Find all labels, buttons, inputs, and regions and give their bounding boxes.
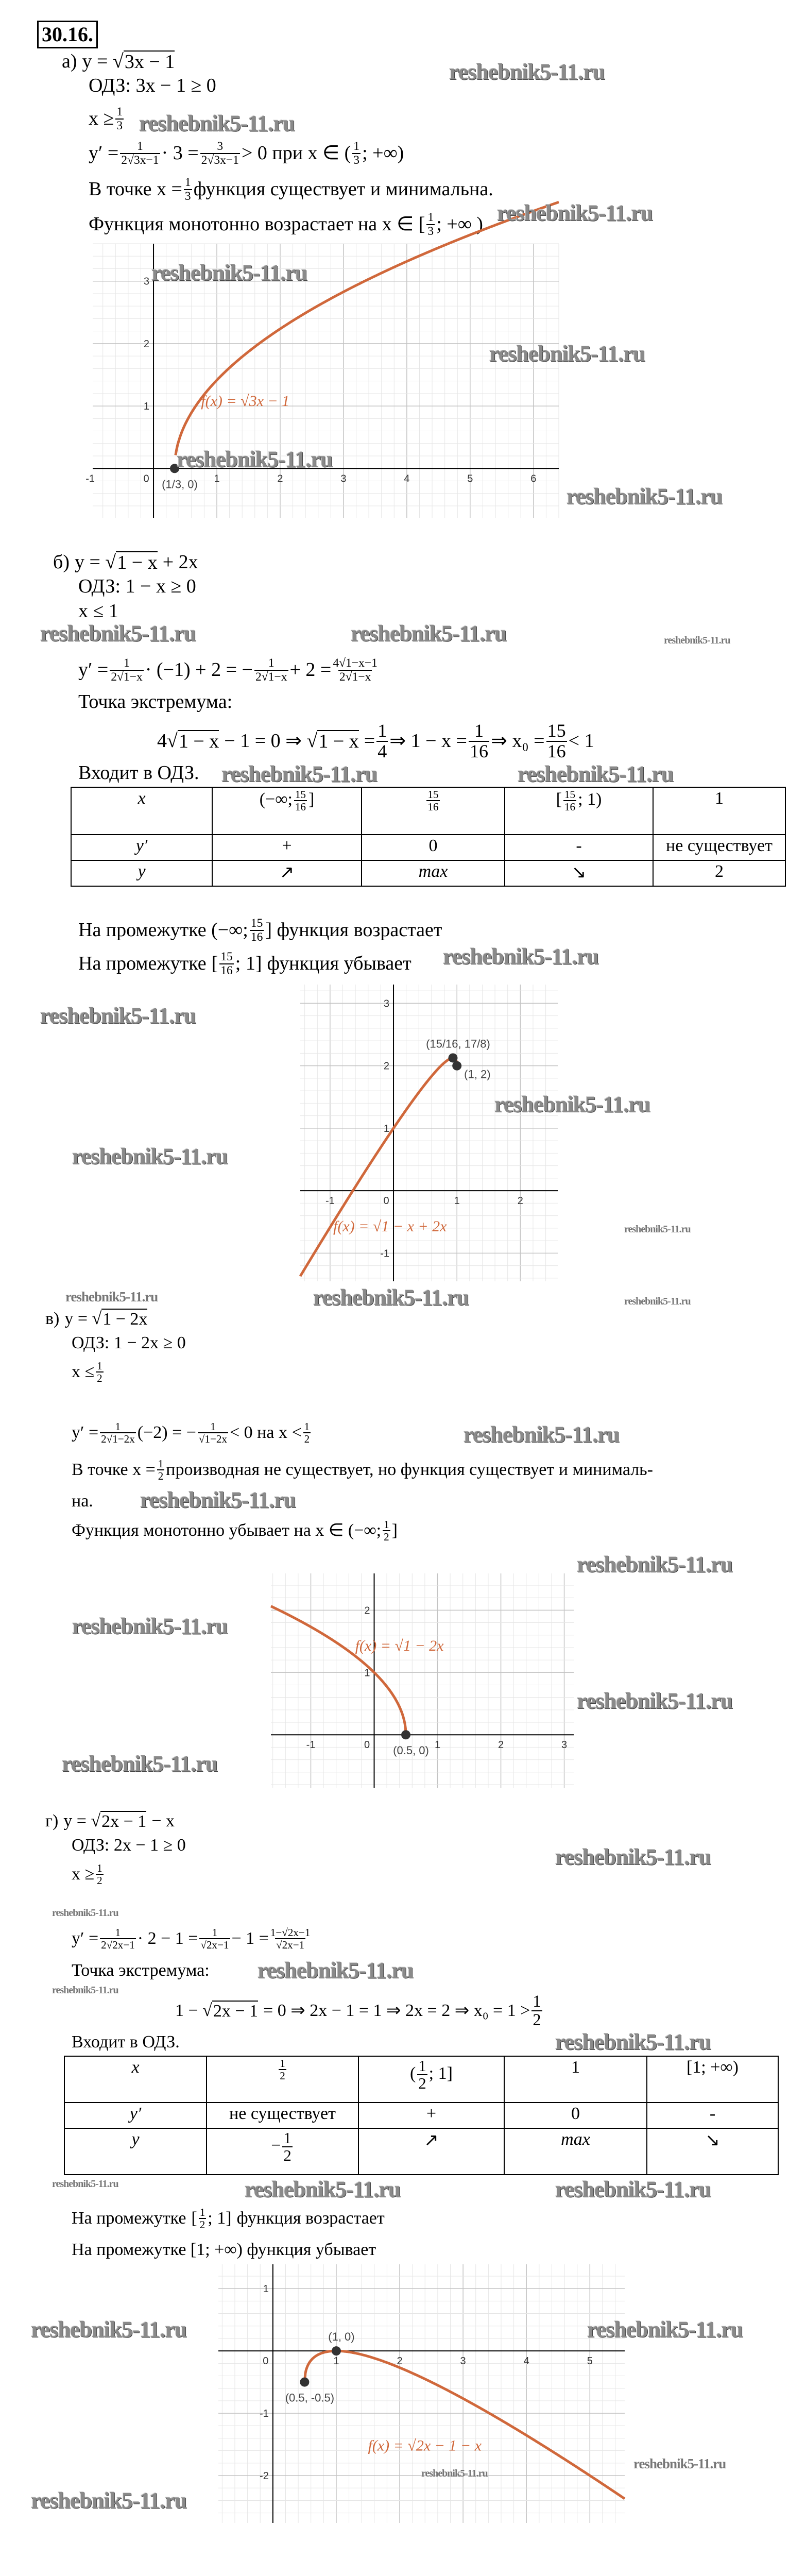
watermark: reshebnik5-11.ru <box>518 761 674 787</box>
curve-label: f(x) = √2x − 1 − x <box>368 2437 482 2454</box>
x-tick-label: 1 <box>434 1739 441 1751</box>
part-a-derivative <box>89 140 404 166</box>
text: ; 1 <box>208 2209 226 2228</box>
part-a-function <box>62 50 175 73</box>
watermark: reshebnik5-11.ru <box>555 2029 711 2055</box>
text: функция убывает <box>267 952 411 974</box>
radicand: 1 − x <box>318 730 359 752</box>
x-tick-label: 0 <box>383 1195 389 1207</box>
table-row <box>64 2056 778 2103</box>
text: y′ = <box>72 1423 99 1443</box>
part-b-extremum-equation <box>157 721 594 761</box>
data-point <box>452 1061 461 1071</box>
table-cell: y′ <box>64 2103 207 2128</box>
part-d-extremum-equation <box>175 1993 544 2029</box>
y-tick-label: 1 <box>364 1667 370 1679</box>
text: y′ = <box>78 658 109 681</box>
table-cell: + <box>212 835 362 860</box>
graph-d <box>218 2264 625 2523</box>
fraction: $\frac{1}{2}$ <box>97 1360 102 1385</box>
part-a-odz: ОДЗ: 3x − 1 ≥ 0 <box>89 75 216 96</box>
watermark: reshebnik5-11.ru <box>52 2178 118 2190</box>
table-cell: $\frac{1}{2}$ <box>207 2056 358 2103</box>
x-tick-label: 1 <box>333 2355 339 2367</box>
y-tick-label: 1 <box>143 401 150 413</box>
fraction: $\frac{1}{3}$ <box>116 105 123 132</box>
watermark: reshebnik5-11.ru <box>31 2488 187 2513</box>
text: На промежутке <box>78 952 207 974</box>
watermark: reshebnik5-11.ru <box>449 59 605 84</box>
x-tick-label: 5 <box>587 2355 593 2367</box>
table-cell: − $\frac{1}{2}$ <box>207 2128 358 2175</box>
y-tick-label: 2 <box>143 338 150 350</box>
table-cell: max <box>362 860 505 886</box>
part-d-extremum-heading: Точка экстремума: <box>72 1961 210 1980</box>
radicand: 1 − x <box>178 730 219 752</box>
part-b-sign-table <box>71 787 786 887</box>
fraction: $\frac{1}{2}$ <box>199 2206 205 2231</box>
watermark: reshebnik5-11.ru <box>245 2177 401 2202</box>
part-d-odz: ОДЗ: 2x − 1 ≥ 0 <box>72 1836 186 1855</box>
text: = 0 ⇒ 2x − 1 = 1 ⇒ 2x = 2 ⇒ x₀ = 1 > <box>263 2001 530 2021</box>
table-cell: не существует <box>653 835 785 860</box>
x-tick-label: 2 <box>498 1739 504 1751</box>
text: x ≤ <box>72 1362 95 1382</box>
x-tick-label: 2 <box>517 1195 523 1207</box>
x-tick-label: 1 <box>454 1195 460 1207</box>
watermark: reshebnik5-11.ru <box>624 1296 691 1307</box>
text: функция возрастает <box>236 2209 385 2228</box>
fraction: $\frac{1}{√1-2x}$ <box>198 1420 227 1446</box>
curve-label: f(x) = √1 − x + 2x <box>333 1217 447 1235</box>
text: > 0 при x ∈ ( <box>241 142 351 164</box>
part-label: б) <box>53 551 70 573</box>
fraction: $\frac{1}{√2x-1}$ <box>200 1926 229 1952</box>
radicand: 2x − 1 <box>213 2002 259 2021</box>
formula: y = √ <box>63 1811 101 1831</box>
function-curve <box>271 1606 406 1735</box>
watermark: reshebnik5-11.ru <box>313 1285 469 1310</box>
text: ; +∞) <box>362 142 404 164</box>
watermark: reshebnik5-11.ru <box>494 1092 650 1117</box>
watermark: reshebnik5-11.ru <box>443 944 599 969</box>
watermark: reshebnik5-11.ru <box>351 621 507 646</box>
x-tick-label: 2 <box>397 2355 403 2367</box>
table-cell: y <box>64 2128 207 2175</box>
fraction: $\frac{1}{16}$ <box>469 720 489 761</box>
part-c-min-point-cont: на. <box>72 1492 93 1511</box>
fraction: $\frac{1}{3}$ <box>184 176 191 203</box>
watermark: reshebnik5-11.ru <box>139 111 295 136</box>
text: функция существует и минимальна. <box>193 178 493 200</box>
part-c-derivative <box>72 1421 312 1445</box>
part-label: в) <box>45 1309 60 1328</box>
text: На промежутке (−∞; <box>78 919 248 941</box>
watermark: reshebnik5-11.ru <box>555 1844 711 1870</box>
fraction: $\frac{15}{16}$ <box>250 917 263 944</box>
x-tick-label: 4 <box>404 473 410 485</box>
fraction: $\frac{4√1-x-1}{2√1-x}$ <box>333 656 378 684</box>
text: y′ = <box>72 1929 99 1948</box>
table-cell: ↗ <box>358 2128 504 2175</box>
watermark: reshebnik5-11.ru <box>52 1907 118 1919</box>
y-tick-label: 3 <box>383 998 390 1010</box>
text: x ≥ <box>89 107 114 129</box>
watermark: reshebnik5-11.ru <box>72 1614 228 1639</box>
fraction: $\frac{1}{2√3x-1}$ <box>121 140 159 167</box>
formula: + 2x <box>162 551 198 573</box>
y-tick-label: -1 <box>380 1248 390 1260</box>
y-tick-label: -2 <box>260 2470 269 2482</box>
watermark: reshebnik5-11.ru <box>633 2456 726 2471</box>
watermark: reshebnik5-11.ru <box>52 1985 118 1996</box>
text: · 3 = <box>161 142 199 164</box>
watermark: reshebnik5-11.ru <box>31 2317 187 2342</box>
x-tick-label: -1 <box>85 473 95 485</box>
part-d-decreasing: На промежутке [1; +∞) функция убывает <box>72 2240 376 2259</box>
table-cell: [1; +∞) <box>647 2056 778 2103</box>
part-a-min-point <box>89 176 493 202</box>
text: = <box>364 730 375 752</box>
watermark: reshebnik5-11.ru <box>62 1751 218 1776</box>
x-tick-label: 0 <box>263 2355 269 2367</box>
table-cell: + <box>358 2103 504 2128</box>
text: + 2 = <box>289 658 332 681</box>
text: ⇒ x₀ = <box>491 730 545 752</box>
watermark: reshebnik5-11.ru <box>664 635 730 646</box>
text: · (−1) + 2 = − <box>145 658 253 681</box>
fraction: $\frac{1}{2}$ <box>533 1992 541 2029</box>
part-d-domain <box>72 1862 105 1886</box>
table-cell: ↘ <box>647 2128 778 2175</box>
text: 4√ <box>157 730 178 752</box>
fraction: $\frac{1}{2√1-2x}$ <box>101 1420 135 1446</box>
watermark: reshebnik5-11.ru <box>555 2177 711 2202</box>
x-tick-label: 6 <box>530 473 537 485</box>
graph-b <box>300 985 558 1281</box>
watermark: reshebnik5-11.ru <box>65 1289 158 1304</box>
table-cell: - <box>647 2103 778 2128</box>
function-curve <box>176 202 559 455</box>
text: Функция монотонно возрастает на x ∈ [ <box>89 213 425 235</box>
part-b-domain: x ≤ 1 <box>78 600 118 622</box>
fraction: $\frac{1}{2√1-x}$ <box>111 656 143 684</box>
part-b-decreasing: На промежутке [ $\frac{15}{16}$ ; 1 ] функция убывает <box>78 950 411 977</box>
part-b-derivative <box>78 657 379 683</box>
curve-label: f(x) = √1 − 2x <box>355 1637 444 1654</box>
watermark: reshebnik5-11.ru <box>587 2317 743 2342</box>
table-cell: x <box>64 2056 207 2103</box>
part-c-function <box>45 1309 147 1329</box>
text: < 1 <box>568 730 594 752</box>
y-tick-label: -1 <box>260 2408 269 2420</box>
part-d-derivative <box>72 1927 312 1951</box>
text: производная не существует, но функция существует и минималь- <box>166 1460 654 1480</box>
point-label: (0.5, -0.5) <box>285 2391 335 2404</box>
table-row <box>64 2128 778 2175</box>
data-point <box>332 2346 341 2355</box>
radicand: 3x − 1 <box>124 51 175 73</box>
text: − 1 = <box>231 1929 269 1948</box>
y-tick-label: 1 <box>263 2283 269 2295</box>
part-b-in-odz: Входит в ОДЗ. <box>78 762 199 784</box>
part-label: а) <box>62 50 77 72</box>
y-tick-label: 3 <box>143 276 150 287</box>
part-c-monotonic <box>72 1519 398 1543</box>
text: ] функция возрастает <box>265 919 442 941</box>
text: ; +∞ ) <box>436 213 483 235</box>
table-cell: ( $\frac{1}{2}$ ; 1] <box>358 2056 504 2103</box>
fraction: $\frac{1}{2}$ <box>384 1518 389 1544</box>
text: < 0 на x < <box>230 1423 302 1443</box>
part-d-sign-table <box>64 2056 779 2175</box>
watermark: reshebnik5-11.ru <box>624 1224 691 1235</box>
x-tick-label: 3 <box>561 1739 568 1751</box>
watermark: reshebnik5-11.ru <box>40 1003 196 1028</box>
fraction: $\frac{1-√2x-1}{√2x-1}$ <box>270 1926 311 1952</box>
fraction: $\frac{15}{16}$ <box>547 720 566 761</box>
watermark: reshebnik5-11.ru <box>40 621 196 646</box>
x-tick-label: 3 <box>460 2355 466 2367</box>
watermark: reshebnik5-11.ru <box>177 447 333 472</box>
fraction: $\frac{1}{2}$ <box>304 1420 310 1446</box>
table-cell: [ $\frac{15}{16}$ ; 1) <box>505 787 653 835</box>
text: В точке x = <box>89 178 182 200</box>
x-tick-label: 3 <box>340 473 347 485</box>
point-label: (1, 2) <box>464 1067 491 1081</box>
text: − 1 = 0 ⇒ √ <box>224 730 318 752</box>
part-d-increasing: На промежутке [ $\frac{1}{2}$ ; 1 ] функция возрастает <box>72 2206 385 2231</box>
text: y′ = <box>89 142 119 164</box>
table-row <box>71 860 785 886</box>
problem-number: 30.16. <box>37 21 98 48</box>
point-label: (0.5, 0) <box>393 1744 429 1757</box>
text: · 2 − 1 = <box>137 1929 198 1948</box>
part-a-monotonic <box>89 211 483 238</box>
fraction: $\frac{1}{3}$ <box>427 211 434 238</box>
text: x ≥ <box>72 1865 95 1884</box>
table-cell: - <box>505 835 653 860</box>
fraction: $\frac{1}{2√1-x}$ <box>255 656 287 684</box>
watermark: reshebnik5-11.ru <box>577 1688 733 1714</box>
x-tick-label: 0 <box>143 473 149 485</box>
fraction: $\frac{1}{3}$ <box>353 140 360 167</box>
table-row <box>71 835 785 860</box>
table-cell: (−∞; $\frac{15}{16}$ ] <box>212 787 362 835</box>
text: На промежутке <box>72 2209 186 2228</box>
text: (−2) = − <box>137 1423 196 1443</box>
y-tick-label: 2 <box>383 1060 390 1072</box>
point-label: (15/16, 17/8) <box>426 1037 490 1050</box>
table-cell: 0 <box>362 835 505 860</box>
watermark: reshebnik5-11.ru <box>151 260 307 285</box>
radicand: 2x − 1 <box>101 1812 147 1831</box>
watermark: reshebnik5-11.ru <box>140 1487 296 1513</box>
fraction: $\frac{15}{16}$ <box>220 950 233 977</box>
text: Функция монотонно убывает на x ∈ (−∞; <box>72 1521 382 1540</box>
radicand: 1 − 2x <box>102 1310 148 1329</box>
graph-c <box>271 1573 574 1788</box>
text: В точке x = <box>72 1460 156 1480</box>
text: ] <box>391 1521 398 1540</box>
watermark: reshebnik5-11.ru <box>464 1422 620 1447</box>
watermark: reshebnik5-11.ru <box>258 1958 414 1983</box>
table-cell: 1 <box>504 2056 647 2103</box>
text: ; 1 <box>235 952 255 974</box>
x-tick-label: 4 <box>523 2355 529 2367</box>
watermark: reshebnik5-11.ru <box>497 200 653 226</box>
part-d-function <box>45 1811 175 1831</box>
part-a-domain <box>89 106 125 132</box>
x-tick-label: 1 <box>214 473 220 485</box>
y-tick-label: 1 <box>383 1123 390 1134</box>
fraction: $\frac{1}{4}$ <box>378 720 387 761</box>
x-tick-label: -1 <box>325 1195 335 1207</box>
fraction: $\frac{3}{2√3x-1}$ <box>201 140 239 167</box>
watermark: reshebnik5-11.ru <box>577 1552 733 1577</box>
data-point <box>401 1730 410 1739</box>
table-cell: 2 <box>653 860 785 886</box>
part-d-in-odz: Входит в ОДЗ. <box>72 2032 180 2052</box>
part-c-domain <box>72 1360 105 1384</box>
x-tick-label: 5 <box>467 473 473 485</box>
part-c-min-point <box>72 1458 653 1482</box>
formula: y = √ <box>82 50 124 72</box>
text: ⇒ 1 − x = <box>389 730 467 752</box>
table-cell: ↘ <box>505 860 653 886</box>
fraction: $\frac{1}{2}$ <box>97 1862 102 1887</box>
watermark: reshebnik5-11.ru <box>567 484 723 509</box>
point-label: (1/3, 0) <box>162 478 198 491</box>
part-b-extremum-heading: Точка экстремума: <box>78 691 233 713</box>
table-cell: $\frac{15}{16}$ <box>362 787 505 835</box>
watermark: reshebnik5-11.ru <box>72 1144 228 1169</box>
x-tick-label: 2 <box>277 473 283 485</box>
watermark: reshebnik5-11.ru <box>489 341 645 366</box>
curve-label: f(x) = √3x − 1 <box>201 393 290 410</box>
part-b-increasing <box>78 917 442 943</box>
table-cell: y′ <box>71 835 212 860</box>
y-tick-label: 2 <box>364 1605 370 1617</box>
table-cell: x <box>71 787 212 835</box>
table-cell: не существует <box>207 2103 358 2128</box>
part-b-function <box>53 551 198 574</box>
table-cell: max <box>504 2128 647 2175</box>
point-label: (1, 0) <box>328 2330 355 2344</box>
x-tick-label: -1 <box>306 1739 316 1751</box>
table-cell: y <box>71 860 212 886</box>
part-c-odz: ОДЗ: 1 − 2x ≥ 0 <box>72 1333 186 1352</box>
table-cell: ↗ <box>212 860 362 886</box>
table-row <box>64 2103 778 2128</box>
fraction: $\frac{1}{2√2x-1}$ <box>101 1926 135 1952</box>
table-cell: 1 <box>653 787 785 835</box>
formula: − x <box>151 1811 175 1831</box>
fraction: $\frac{1}{2}$ <box>158 1458 164 1483</box>
table-cell: 0 <box>504 2103 647 2128</box>
formula: y = √ <box>64 1309 102 1328</box>
watermark: reshebnik5-11.ru <box>421 2468 488 2479</box>
data-point <box>300 2378 309 2387</box>
part-b-odz: ОДЗ: 1 − x ≥ 0 <box>78 575 196 597</box>
x-tick-label: 0 <box>364 1739 370 1751</box>
text: 1 − √ <box>175 2001 212 2021</box>
watermark: reshebnik5-11.ru <box>221 761 378 787</box>
radicand: 1 − x <box>117 552 158 573</box>
part-label: г) <box>45 1811 59 1831</box>
formula: y = √ <box>75 551 116 573</box>
table-row <box>71 787 785 835</box>
